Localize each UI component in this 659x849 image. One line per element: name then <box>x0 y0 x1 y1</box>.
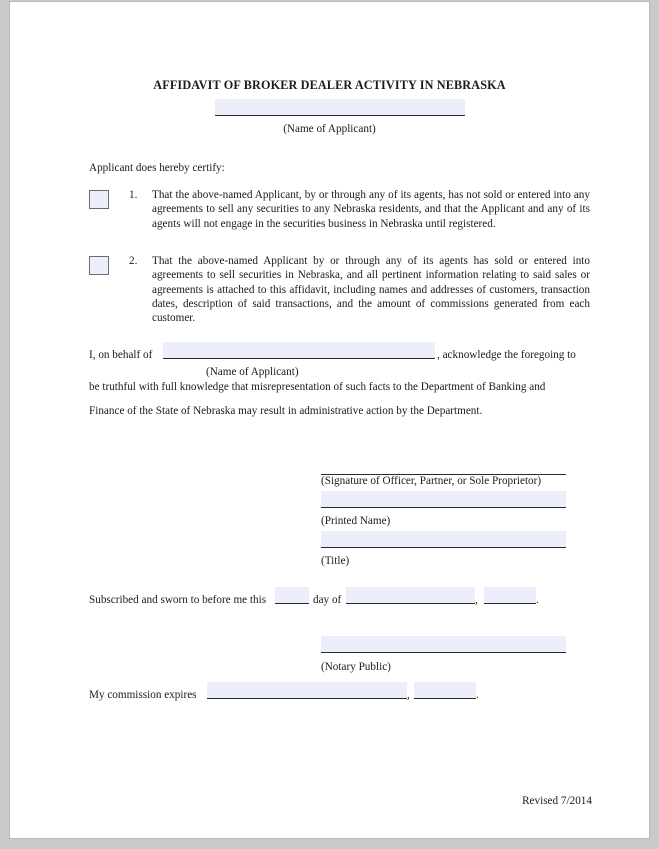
acknowledgement-line-2: be truthful with full knowledge that misrepresentation of such facts to the Department of Banking and <box>89 381 546 393</box>
sworn-prefix: Subscribed and sworn to before me this <box>89 594 267 606</box>
title-caption: (Title) <box>321 555 350 567</box>
applicant-name-caption: (Name of Applicant) <box>283 123 376 135</box>
revision-footer: Revised 7/2014 <box>522 795 592 807</box>
commission-expires-date-field[interactable] <box>207 682 407 699</box>
clause-1-checkbox[interactable] <box>89 190 109 209</box>
sworn-month-field[interactable] <box>346 587 475 604</box>
clause-2-checkbox[interactable] <box>89 256 109 275</box>
page-title: AFFIDAVIT OF BROKER DEALER ACTIVITY IN NEBRASKA <box>153 78 506 92</box>
title-field[interactable] <box>321 531 566 548</box>
acknowledgement-suffix: , acknowledge the foregoing to <box>437 349 576 361</box>
certify-lead-in: Applicant does hereby certify: <box>89 162 225 174</box>
commission-expires-comma: , <box>407 689 410 701</box>
notary-public-caption: (Notary Public) <box>321 661 391 673</box>
sworn-middle: day of <box>313 594 342 606</box>
signature-caption: (Signature of Officer, Partner, or Sole Proprietor) <box>321 475 542 487</box>
applicant-name-field[interactable] <box>215 99 465 116</box>
acknowledgement-prefix: I, on behalf of <box>89 349 153 361</box>
clause-1-number: 1. <box>129 189 138 201</box>
sworn-day-field[interactable] <box>275 587 309 604</box>
sworn-year-field[interactable] <box>484 587 536 604</box>
clause-1-text: That the above-named Applicant, by or through any of its agents, has not sold or entered into any agreements to sell any securities to any Nebraska residents, and that the Applicant and any of its agents will not engage in the securities business in Nebraska until registered. <box>152 189 590 230</box>
commission-expires-prefix: My commission expires <box>89 689 197 701</box>
printed-name-field[interactable] <box>321 491 566 508</box>
page-sheet <box>10 2 649 838</box>
sworn-comma: , <box>475 594 478 606</box>
commission-expires-period: . <box>476 689 479 701</box>
notary-public-field[interactable] <box>321 636 566 653</box>
clause-2-number: 2. <box>129 255 138 267</box>
affidavit-document <box>10 2 649 838</box>
printed-name-caption: (Printed Name) <box>321 515 391 527</box>
sworn-period: . <box>536 594 539 606</box>
acknowledgement-line-3: Finance of the State of Nebraska may result in administrative action by the Department. <box>89 405 483 417</box>
commission-expires-year-field[interactable] <box>414 682 476 699</box>
acknowledgement-applicant-field[interactable] <box>163 342 435 359</box>
clause-2-text: That the above-named Applicant by or through any of its agents has sold or entered into agreements to sell securities in Nebraska, and all pertinent information relating to said sales or agreements is attached to this affidavit, including names and addresses of customers, transaction dates, description of said transactions, and the amount of commissions generated from each customer. <box>152 255 590 325</box>
acknowledgement-caption: (Name of Applicant) <box>206 366 299 378</box>
